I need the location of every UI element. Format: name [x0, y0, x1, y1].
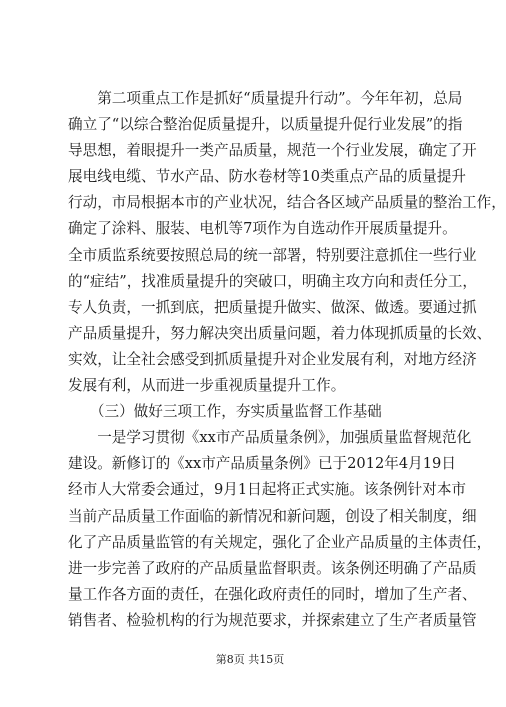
paragraph-line: 实效，让全社会感受到抓质量提升对企业发展有利，对地方经济 [68, 350, 477, 368]
paragraph-line: 发展有利，从而进一步重视质量提升工作。 [68, 377, 346, 395]
paragraph-line: 当前产品质量工作面临的新情况和新问题，创设了相关制度，细 [68, 507, 477, 525]
paragraph-line: 产品质量提升，努力解决突出质量问题，着力体现抓质量的长效、 [68, 324, 492, 342]
paragraph-line: 行动，市局根据本市的产业状况，结合各区域产品质量的整治工作， [68, 194, 506, 212]
paragraph-line: 第二项重点工作是抓好“质量提升行动”。今年年初，总局 [68, 90, 463, 107]
paragraph-line: 销售者、检验机构的行为规范要求，并探索建立了生产者质量管 [68, 611, 477, 629]
paragraph-line: 确定了涂料、服装、电机等7项作为自选动作开展质量提升。 [68, 220, 457, 238]
section-heading: （三）做好三项工作，夯实质量监督工作基础 [68, 403, 382, 421]
paragraph-line: 进一步完善了政府的产品质量监督职责。该条例还明确了产品质 [68, 559, 477, 577]
paragraph-line: 导思想，着眼提升一类产品质量，规范一个行业发展，确定了开 [68, 142, 477, 160]
paragraph-line: 确立了“以综合整治促质量提升，以质量提升促行业发展”的指 [68, 116, 463, 134]
paragraph-line: 的“症结”，找准质量提升的突破口，明确主攻方向和责任分工， [68, 272, 477, 290]
page-number-footer: 第8页 共15页 [215, 653, 285, 666]
paragraph-line: 建设。新修订的《xx市产品质量条例》已于2012年4月19日 [68, 455, 456, 473]
paragraph-line: 展电线电缆、节水产品、防水卷材等10类重点产品的质量提升 [68, 168, 467, 186]
paragraph-line: 经市人大常委会通过，9月1日起将正式实施。该条例针对本市 [68, 481, 467, 499]
paragraph-line: 全市质监系统要按照总局的统一部署，特别要注意抓住一些行业 [68, 246, 477, 264]
paragraph-line: 化了产品质量监管的有关规定，强化了企业产品质量的主体责任， [68, 533, 492, 551]
paragraph-line: 专人负责，一抓到底，把质量提升做实、做深、做透。要通过抓 [68, 298, 477, 316]
document-body [68, 86, 506, 634]
paragraph-line: 量工作各方面的责任，在强化政府责任的同时，增加了生产者、 [68, 585, 477, 603]
paragraph-line: 一是学习贯彻《xx市产品质量条例》，加强质量监督规范化 [68, 429, 472, 447]
